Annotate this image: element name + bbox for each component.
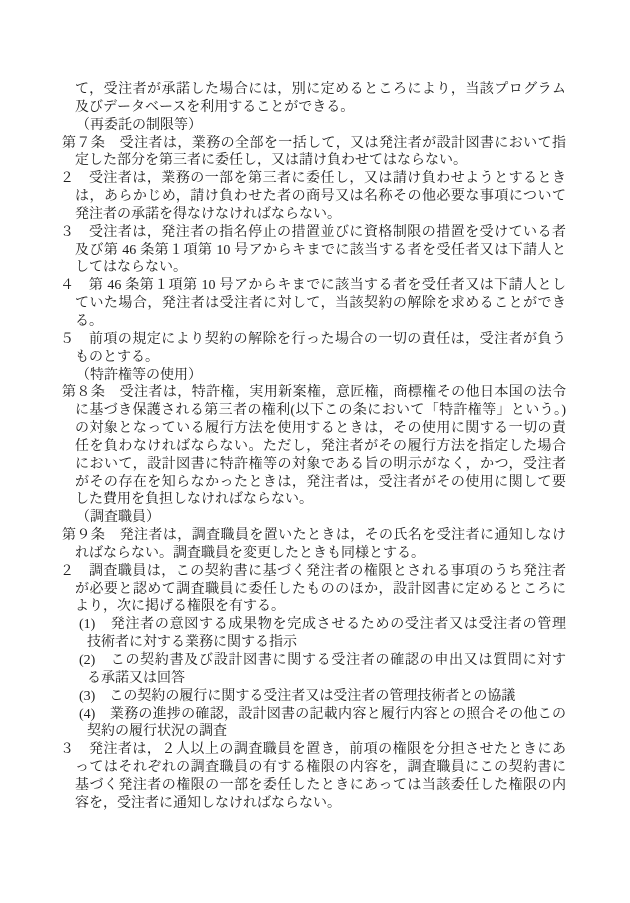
document-line: る。 <box>75 313 103 329</box>
article-line: 第９条 発注者は，調査職員を置いたときは，その氏名を受注者に通知しなけ <box>62 528 566 544</box>
clause-line: ４ 第 46 条第１項第 10 号アからキまでに該当する者を受任者又は下請人とし <box>60 278 566 294</box>
document-line: してはならない。 <box>75 260 187 276</box>
document-line: が必要と認めて調査職員に委任したもののほか，設計図書に定めるところに <box>75 581 566 597</box>
article-line: 第７条 受注者は，業務の全部を一括して，又は発注者が設計図書において指 <box>62 135 566 151</box>
document-line: 契約の履行状況の調査 <box>87 724 227 740</box>
document-line: 及びデータベースを利用することができる。 <box>75 99 355 115</box>
document-line: は，あらかじめ，請け負わせた者の商号又は名称その他必要な事項について <box>75 189 566 205</box>
clause-line: ２ 受注者は，業務の一部を第三者に委任し，又は請け負わせようとするとき <box>60 171 566 187</box>
document-line: 基づく発注者の権限の一部を委任したときにあっては当該委任した権限の内 <box>75 777 566 793</box>
document-line: 容を，受注者に通知しなければならない。 <box>75 795 341 811</box>
item-line: (1) 発注者の意図する成果物を完成させるための受注者又は受注者の管理 <box>79 617 566 633</box>
article-line: 第８条 受注者は，特許権，実用新案権，意匠権，商標権その他日本国の法令 <box>62 385 566 401</box>
contract-text-block <box>62 81 566 813</box>
document-line: 発注者の承諾を得なけなければならない。 <box>75 206 341 222</box>
section-heading-line: （再委託の制限等） <box>76 117 202 133</box>
clause-line: ２ 調査職員は，この契約書に基づく発注者の権限とされる事項のうち発注者 <box>60 563 566 579</box>
clause-line: ５ 前項の規定により契約の解除を行った場合の一切の責任は，受注者が負う <box>60 331 566 347</box>
item-line: (4) 業務の進捗の確認，設計図書の記載内容と履行内容との照合その他この <box>79 706 566 722</box>
clause-line: ３ 受注者は，発注者の指名停止の措置並びに資格制限の措置を受けている者 <box>60 224 566 240</box>
document-line: ものとする。 <box>75 349 159 365</box>
section-heading-line: （調査職員） <box>76 510 160 526</box>
document-line: 技術者に対する業務に関する指示 <box>87 635 297 651</box>
document-line: 任を負わなければならない。ただし，発注者がその履行方法を指定した場合 <box>75 438 566 454</box>
document-line: て，受注者が承諾した場合には，別に定めるところにより，当該プログラム <box>75 82 566 97</box>
document-line: がその存在を知らなかったときは，発注者は，受注者がその使用に関して要 <box>75 474 566 490</box>
document-line: に基づき保護される第三者の権利(以下この条において「特許権等」という。) <box>75 403 566 419</box>
item-line: (2) この契約書及び設計図書に関する受注者の確認の申出又は質問に対す <box>79 653 566 668</box>
document-line: において，設計図書に特許権等の対象である旨の明示がなく，かつ，受注者 <box>75 456 566 472</box>
item-line: (3) この契約の履行に関する受注者又は受注者の管理技術者との協議 <box>79 688 516 704</box>
clause-line: ３ 発注者は，２人以上の調査職員を置き，前項の権限を分担させたときにあ <box>60 742 566 758</box>
document-line: ってはそれぞれの調査職員の有する権限の内容を，調査職員にこの契約書に <box>75 760 566 776</box>
document-line: した費用を負担しなければならない。 <box>75 492 313 508</box>
section-heading-line: （特許権等の使用） <box>76 367 202 383</box>
document-line: 及び第 46 条第１項第 10 号アからキまでに該当する者を受任者又は下請人と <box>75 242 566 258</box>
document-line: ていた場合，発注者は受注者に対して，当該契約の解除を求めることができ <box>75 296 566 312</box>
document-line: の対象となっている履行方法を使用するときは，その使用に関する一切の責 <box>75 421 566 437</box>
document-line: 定した部分を第三者に委任し，又は請け負わせてはならない。 <box>75 153 467 169</box>
document-line: る承諾又は回答 <box>87 670 185 686</box>
document-line: ればならない。調査職員を変更したときも同様とする。 <box>75 545 425 561</box>
document-line: より，次に掲げる権限を有する。 <box>75 599 285 615</box>
